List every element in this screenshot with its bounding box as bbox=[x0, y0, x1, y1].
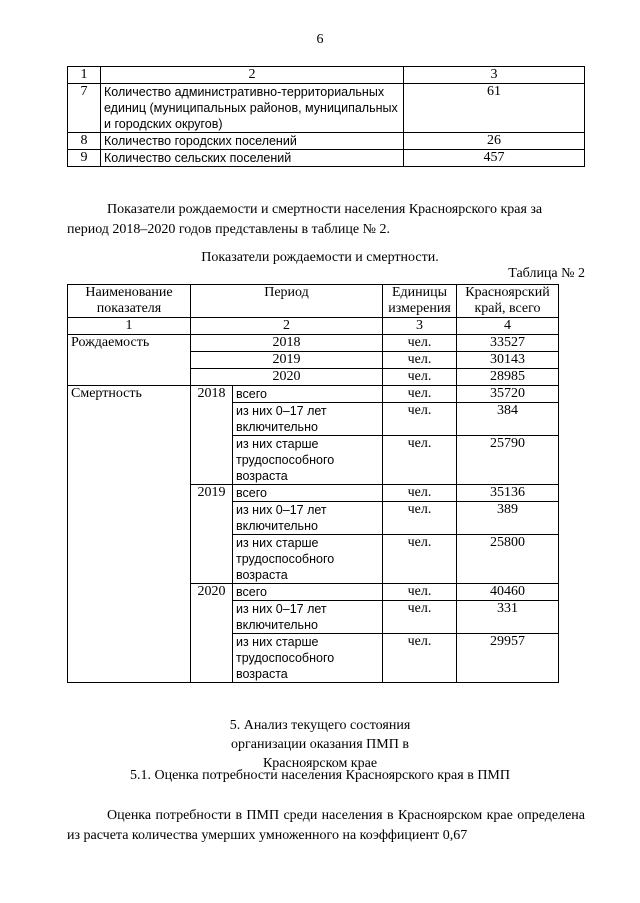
sub-indicator: из них 0–17 лет включительно bbox=[233, 403, 383, 436]
unit-cell: чел. bbox=[383, 352, 457, 369]
value-cell: 384 bbox=[457, 403, 559, 436]
table-row bbox=[68, 150, 585, 167]
section-5-title: 5. Анализ текущего состояния организации оказания ПМП в Красноярском крае bbox=[229, 718, 411, 771]
value-cell: 25790 bbox=[457, 436, 559, 485]
year-cell: 2019 bbox=[191, 485, 233, 584]
row-label: Количество сельских поселений bbox=[101, 150, 404, 167]
final-paragraph: Оценка потребности в ПМП среди населения в Красноярском крае определена из расчета количества умерших умноженного на коэффициент 0,67 bbox=[67, 808, 585, 843]
territorial-units-table bbox=[67, 66, 585, 167]
table-header-row bbox=[68, 285, 559, 318]
sub-indicator: всего bbox=[233, 584, 383, 601]
sub-indicator: из них 0–17 лет включительно bbox=[233, 601, 383, 634]
header-cell: Красноярский край, всего bbox=[457, 285, 559, 318]
birth-death-table bbox=[67, 284, 559, 683]
row-number: 8 bbox=[68, 133, 101, 150]
section-5-1-title: 5.1. Оценка потребности населения Красноярского края в ПМП bbox=[129, 768, 510, 783]
value-cell: 33527 bbox=[457, 335, 559, 352]
value-cell: 35720 bbox=[457, 386, 559, 403]
table-row bbox=[68, 84, 585, 133]
header-number-row bbox=[68, 318, 559, 335]
table2-number: Таблица № 2 bbox=[508, 266, 585, 281]
table-row bbox=[68, 133, 585, 150]
unit-cell: чел. bbox=[383, 601, 457, 634]
year-cell: 2018 bbox=[191, 386, 233, 485]
sub-indicator: из них старше трудоспособного возраста bbox=[233, 634, 383, 683]
period-cell: 2020 bbox=[191, 369, 383, 386]
sub-indicator: из них старше трудоспособного возраста bbox=[233, 436, 383, 485]
header-cell: 1 bbox=[68, 67, 101, 84]
header-number: 1 bbox=[68, 318, 191, 335]
period-cell: 2018 bbox=[191, 335, 383, 352]
value-cell: 28985 bbox=[457, 369, 559, 386]
unit-cell: чел. bbox=[383, 502, 457, 535]
value-cell: 35136 bbox=[457, 485, 559, 502]
header-cell: 2 bbox=[101, 67, 404, 84]
unit-cell: чел. bbox=[383, 535, 457, 584]
unit-cell: чел. bbox=[383, 386, 457, 403]
unit-cell: чел. bbox=[383, 436, 457, 485]
unit-cell: чел. bbox=[383, 485, 457, 502]
header-number: 3 bbox=[383, 318, 457, 335]
header-number: 2 bbox=[191, 318, 383, 335]
value-cell: 25800 bbox=[457, 535, 559, 584]
row-label: Количество городских поселений bbox=[101, 133, 404, 150]
row-value: 457 bbox=[404, 150, 585, 167]
value-cell: 29957 bbox=[457, 634, 559, 683]
sub-indicator: из них старше трудоспособного возраста bbox=[233, 535, 383, 584]
table-header-row bbox=[68, 67, 585, 84]
row-number: 7 bbox=[68, 84, 101, 133]
row-number: 9 bbox=[68, 150, 101, 167]
unit-cell: чел. bbox=[383, 335, 457, 352]
period-cell: 2019 bbox=[191, 352, 383, 369]
value-cell: 389 bbox=[457, 502, 559, 535]
indicator-label: Смертность bbox=[68, 386, 191, 683]
row-value: 61 bbox=[404, 84, 585, 133]
value-cell: 40460 bbox=[457, 584, 559, 601]
table-row bbox=[68, 386, 559, 403]
indicator-label: Рождаемость bbox=[68, 335, 191, 386]
intro-paragraph: Показатели рождаемости и смертности населения Красноярского края за период 2018–2020 годов представлены в таблице № 2. bbox=[67, 202, 543, 237]
unit-cell: чел. bbox=[383, 403, 457, 436]
header-cell: Наименование показателя bbox=[68, 285, 191, 318]
value-cell: 30143 bbox=[457, 352, 559, 369]
sub-indicator: всего bbox=[233, 485, 383, 502]
sub-indicator: из них 0–17 лет включительно bbox=[233, 502, 383, 535]
unit-cell: чел. bbox=[383, 369, 457, 386]
header-number: 4 bbox=[457, 318, 559, 335]
header-cell: Период bbox=[191, 285, 383, 318]
value-cell: 331 bbox=[457, 601, 559, 634]
row-label: Количество административно-территориальных единиц (муниципальных районов, муниципальных и городских округов) bbox=[101, 84, 404, 133]
row-value: 26 bbox=[404, 133, 585, 150]
unit-cell: чел. bbox=[383, 584, 457, 601]
header-cell: Единицы измерения bbox=[383, 285, 457, 318]
table2-caption: Показатели рождаемости и смертности. bbox=[201, 250, 439, 265]
year-cell: 2020 bbox=[191, 584, 233, 683]
unit-cell: чел. bbox=[383, 634, 457, 683]
table-row bbox=[68, 335, 559, 352]
sub-indicator: всего bbox=[233, 386, 383, 403]
page-number: 6 bbox=[316, 32, 324, 47]
header-cell: 3 bbox=[404, 67, 585, 84]
